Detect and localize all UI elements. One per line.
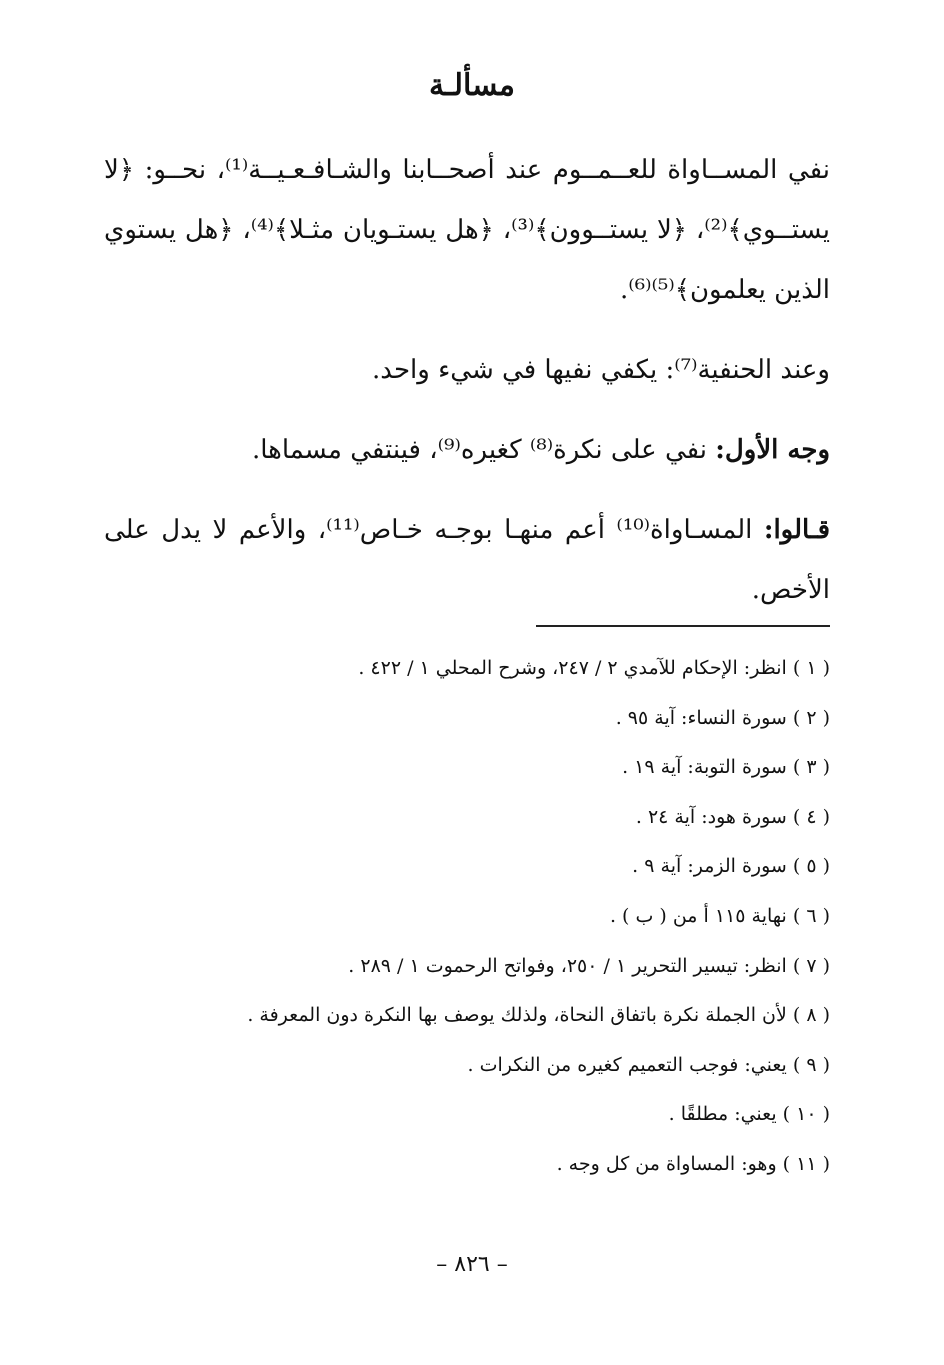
paragraph-lead: وجه الأول: <box>715 435 830 465</box>
paragraph-text: المسـاواة⁽¹⁰⁾ أعم منهـا بوجـه خـاص⁽¹¹⁾، والأعم لا يدل على الأخص. <box>104 515 830 605</box>
paragraph <box>104 500 830 620</box>
main-text <box>104 140 830 640</box>
paragraph <box>104 140 830 320</box>
footnote-divider <box>536 625 830 627</box>
footnote: ( ١١ ) وهو: المساواة من كل وجه . <box>556 1152 830 1175</box>
footnote: ( ١ ) انظر: الإحكام للآمدي ٢ / ٢٤٧، وشرح المحلي ١ / ٤٢٢ . <box>358 657 830 679</box>
footnote: ( ٥ ) سورة الزمر: آية ٩ . <box>632 855 830 878</box>
section-title: مسألـة <box>429 68 515 103</box>
footnote: ( ٢ ) سورة النساء: آية ٩٥ . <box>615 706 830 729</box>
footnote: ( ٣ ) سورة التوبة: آية ١٩ . <box>622 756 830 779</box>
paragraph-text: نفي المســاواة للعــمــوم عند أصحــابنا والشـافـعـيــة⁽¹⁾، نحــو: ﴿لا يستــوي﴾⁽²⁾، ﴿لا يستــوون﴾⁽³⁾، ﴿هل يستـويان مثـلا﴾⁽⁴⁾، ﴿هل يستوي الذين يعلمون﴾⁽⁵⁾⁽⁶⁾. <box>104 155 830 305</box>
paragraph-text: وعند الحنفية⁽⁷⁾: يكفي نفيها في شيء واحد. <box>372 355 830 385</box>
footnote: ( ٦ ) نهاية ١١٥ أ من ( ب ) . <box>609 904 830 927</box>
footnote: ( ٧ ) انظر: تيسير التحرير ١ / ٢٥٠، وفواتح الرحموت ١ / ٢٨٩ . <box>348 954 830 977</box>
paragraph-text: نفي على نكرة⁽⁸⁾ كغيره⁽⁹⁾، فينتفي مسماها. <box>251 435 716 465</box>
footnote: ( ٩ ) يعني: فوجب التعميم كغيره من النكرات . <box>467 1053 830 1076</box>
footnote: ( ٤ ) سورة هود: آية ٢٤ . <box>635 805 830 828</box>
footnotes <box>104 648 830 1194</box>
paragraph <box>104 340 830 400</box>
paragraph <box>104 420 830 480</box>
footnote: ( ١٠ ) يعني: مطلقًا . <box>668 1103 830 1126</box>
paragraph-lead: قـالوا: <box>763 515 831 545</box>
page-number: – ٨٢٦ – <box>436 1252 508 1277</box>
footnote: ( ٨ ) لأن الجملة نكرة باتفاق النحاة، ولذلك يوصف بها النكرة دون المعرفة . <box>247 1004 830 1027</box>
